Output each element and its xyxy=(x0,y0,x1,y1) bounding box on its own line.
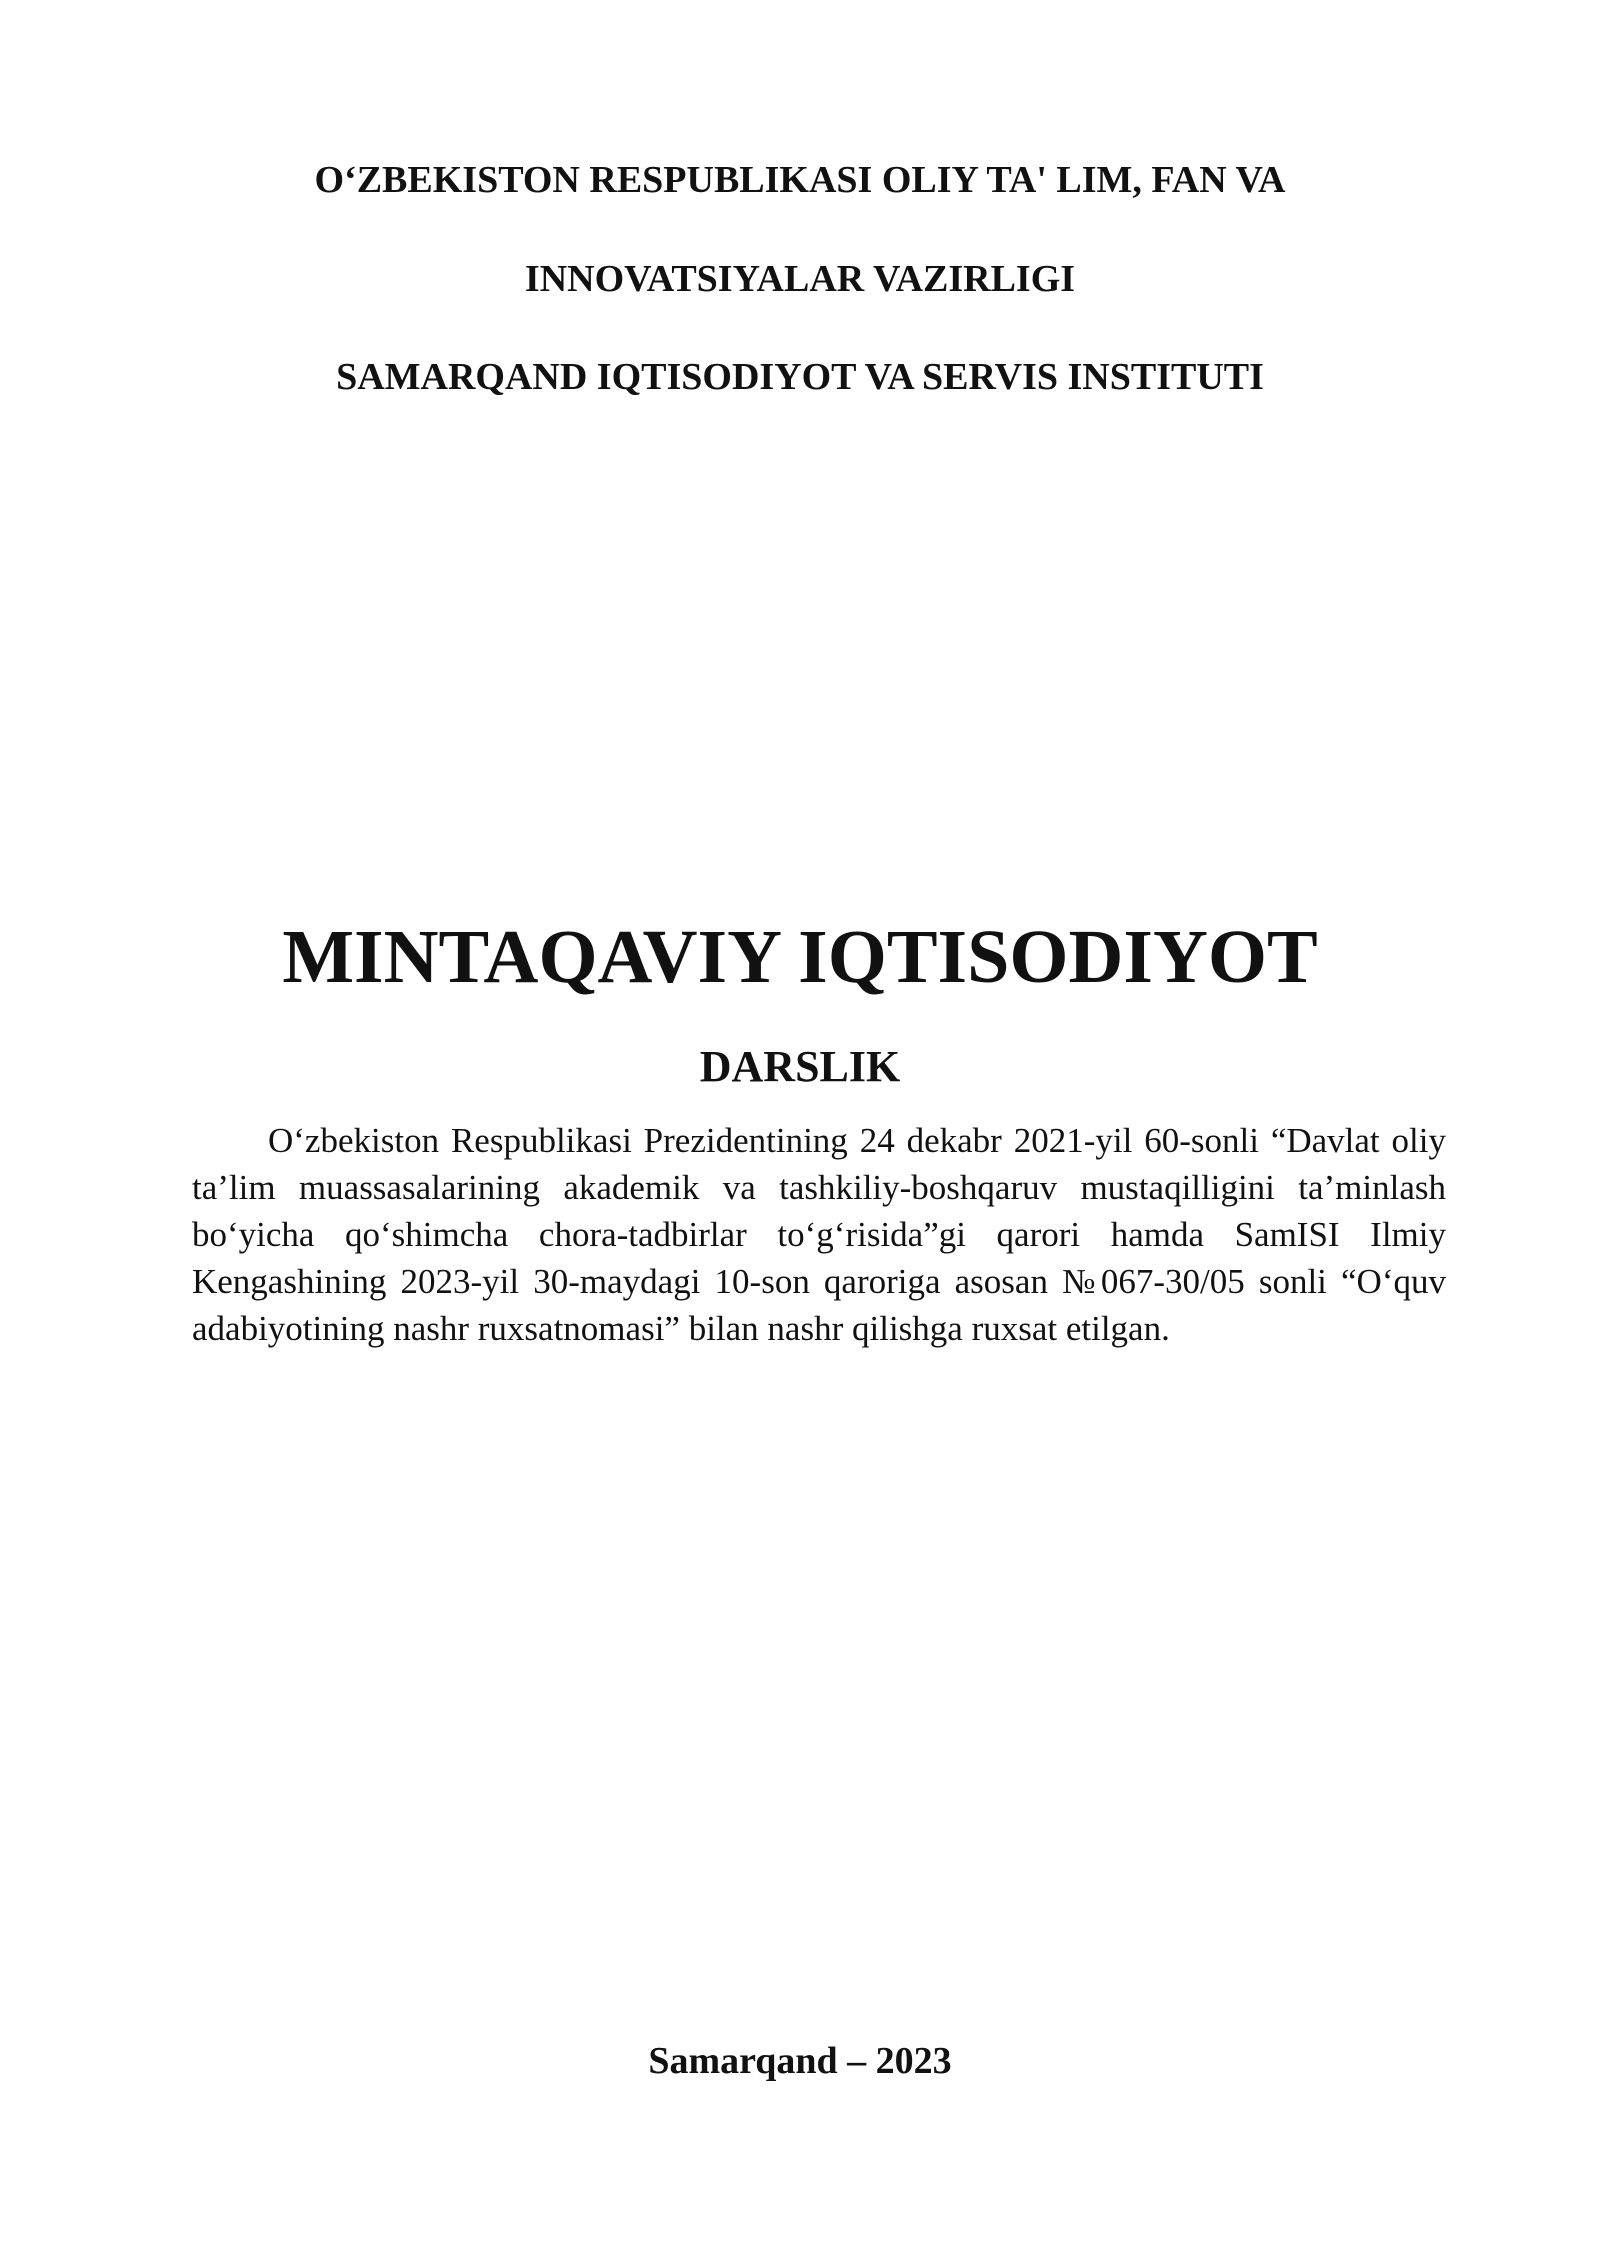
ministry-name-line-1: O‘ZBEKISTON RESPUBLIKASI OLIY TA' LIM, FAN VA xyxy=(314,159,1286,201)
ministry-name-line-2: INNOVATSIYALAR VAZIRLIGI xyxy=(524,258,1076,300)
publication-approval-paragraph: O‘zbekiston Respublikasi Prezidentining 24 dekabr 2021-yil 60-sonli “Davlat oliy ta’lim muassasalarining akademik va tashkiliy-boshqaruv mustaqilligini ta’minlash bo‘yicha qo‘shimcha chora-tadbirlar to‘g‘risida”gi qarori hamda SamISI Ilmiy Kengashining 2023-yil 30-maydagi 10-son qaroriga asosan №067-30/05 sonli “O‘quv adabiyotining nashr ruxsatnomasi” bilan nashr qilishga ruxsat etilgan. xyxy=(192,1121,1446,1348)
book-type-subtitle: DARSLIK xyxy=(699,1042,901,1091)
institute-name: SAMARQAND IQTISODIYOT VA SERVIS INSTITUTI xyxy=(336,356,1264,398)
place-and-year: Samarqand – 2023 xyxy=(648,2040,952,2082)
book-title: MINTAQAVIY IQTISODIYOT xyxy=(282,915,1318,999)
